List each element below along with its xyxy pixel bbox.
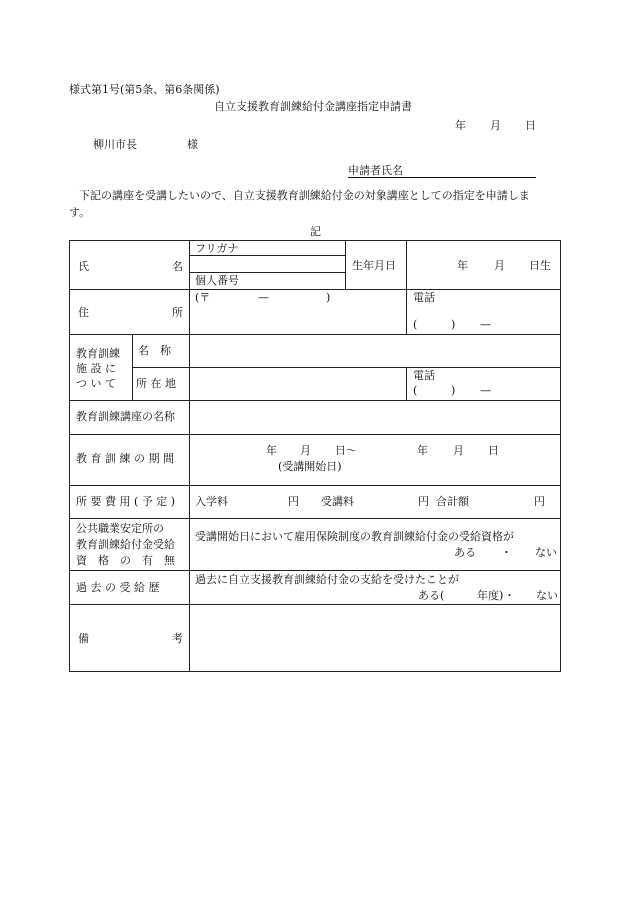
history-label: 過 去 の 受 給 歴 xyxy=(76,581,160,594)
postal-dash: — xyxy=(258,291,269,304)
period-month-start: 月 xyxy=(300,444,311,457)
period-day-end: 日 xyxy=(488,444,499,457)
facility-phone-open: ( xyxy=(413,384,418,397)
admission-fee-label: 入学料 xyxy=(195,495,228,508)
total-yen: 円 xyxy=(534,495,545,508)
honorific: 様 xyxy=(187,138,198,151)
birth-year: 年 xyxy=(457,259,468,272)
applicant-name-field[interactable]: 申請者氏名 xyxy=(348,165,536,178)
address-label-right: 所 xyxy=(172,306,183,319)
admission-fee-yen: 円 xyxy=(288,495,299,508)
period-start-note: (受講開始日) xyxy=(278,460,342,473)
period-month-end: 月 xyxy=(453,444,464,457)
row-divider xyxy=(70,289,560,290)
period-year-start: 年 xyxy=(266,444,277,457)
phone-close: ) xyxy=(451,318,456,331)
facility-name-label: 名 称 xyxy=(138,344,171,357)
birth-month: 月 xyxy=(494,259,505,272)
history-no[interactable]: ない xyxy=(536,589,558,602)
facility-divider xyxy=(132,334,133,400)
date-year: 年 xyxy=(455,119,466,132)
tuition-label: 受講料 xyxy=(321,495,354,508)
phone-label: 電話 xyxy=(413,291,435,304)
row-divider xyxy=(132,367,560,368)
addressee: 柳川市長 xyxy=(93,138,137,151)
row-divider xyxy=(70,400,560,401)
facility-label-line1: 教育訓練 xyxy=(76,347,120,360)
period-year-end: 年 xyxy=(417,444,428,457)
ki-heading: 記 xyxy=(310,225,321,238)
eligibility-separator: ・ xyxy=(501,546,512,559)
facility-location-label: 所 在 地 xyxy=(136,377,176,390)
date-month: 月 xyxy=(490,119,501,132)
phone-dash: — xyxy=(480,318,491,331)
facility-phone-label: 電話 xyxy=(413,369,435,382)
birth-divider-right xyxy=(406,241,407,289)
furigana-divider xyxy=(189,255,345,256)
row-divider xyxy=(70,334,560,335)
eligibility-no[interactable]: ない xyxy=(535,546,557,559)
phone-divider xyxy=(406,289,407,334)
facility-phone-close: ) xyxy=(451,384,456,397)
eligibility-label-line3: 資 格 の 有 無 xyxy=(76,554,175,567)
facility-label-line3: つ い て xyxy=(76,377,116,390)
total-label: 合計額 xyxy=(436,495,469,508)
history-fiscal-year: 年度) xyxy=(477,589,504,602)
remarks-label-right: 考 xyxy=(172,632,183,645)
eligibility-label-line2: 教育訓練給付金受給 xyxy=(76,538,175,551)
postal-open: (〒 xyxy=(195,291,211,304)
label-column-divider xyxy=(189,241,190,672)
form-number: 様式第1号(第5条、第6条関係) xyxy=(69,83,220,96)
row-divider xyxy=(70,518,560,519)
application-table xyxy=(69,240,561,672)
eligibility-text: 受講開始日において雇用保険制度の教育訓練給付金の受給資格が xyxy=(195,530,514,543)
postal-close: ) xyxy=(326,291,331,304)
address-label-left: 住 xyxy=(78,306,89,319)
birth-day: 日生 xyxy=(529,259,551,272)
course-name-label: 教育訓練講座の名称 xyxy=(76,410,175,423)
row-divider xyxy=(70,485,560,486)
history-yes[interactable]: ある( xyxy=(418,589,445,602)
birth-date-label: 生年月日 xyxy=(352,259,396,272)
period-day-start: 日〜 xyxy=(335,444,357,457)
name-label-left: 氏 xyxy=(78,260,89,273)
eligibility-yes[interactable]: ある xyxy=(454,546,476,559)
birth-divider-left xyxy=(345,241,346,289)
remarks-label-left: 備 xyxy=(78,632,89,645)
period-label: 教 育 訓 練 の 期 間 xyxy=(76,452,174,465)
row-divider xyxy=(70,570,560,571)
history-text: 過去に自立支援教育訓練給付金の支給を受けたことが xyxy=(195,573,459,586)
date-day: 日 xyxy=(525,119,536,132)
furigana-label: フリガナ xyxy=(195,242,239,255)
intro-text-line2: す。 xyxy=(69,206,91,219)
phone-open: ( xyxy=(413,318,418,331)
row-divider xyxy=(70,434,560,435)
form-title: 自立支援教育訓練給付金講座指定申請書 xyxy=(214,100,412,113)
facility-label-line2: 施 設 に xyxy=(76,362,116,375)
tuition-yen: 円 xyxy=(418,495,429,508)
intro-text-line1: 下記の講座を受講したいので、自立支援教育訓練給付金の対象講座としての指定を申請しま xyxy=(79,189,530,202)
history-separator: ・ xyxy=(504,589,515,602)
facility-phone-dash: — xyxy=(480,384,491,397)
mynumber-divider xyxy=(189,272,345,273)
eligibility-label-line1: 公共職業安定所の xyxy=(76,522,164,535)
cost-label: 所 要 費 用 ( 予 定 ) xyxy=(76,495,176,508)
row-divider xyxy=(70,604,560,605)
facility-phone-divider xyxy=(406,367,407,400)
my-number-label: 個人番号 xyxy=(195,274,239,287)
name-label-right: 名 xyxy=(172,260,183,273)
